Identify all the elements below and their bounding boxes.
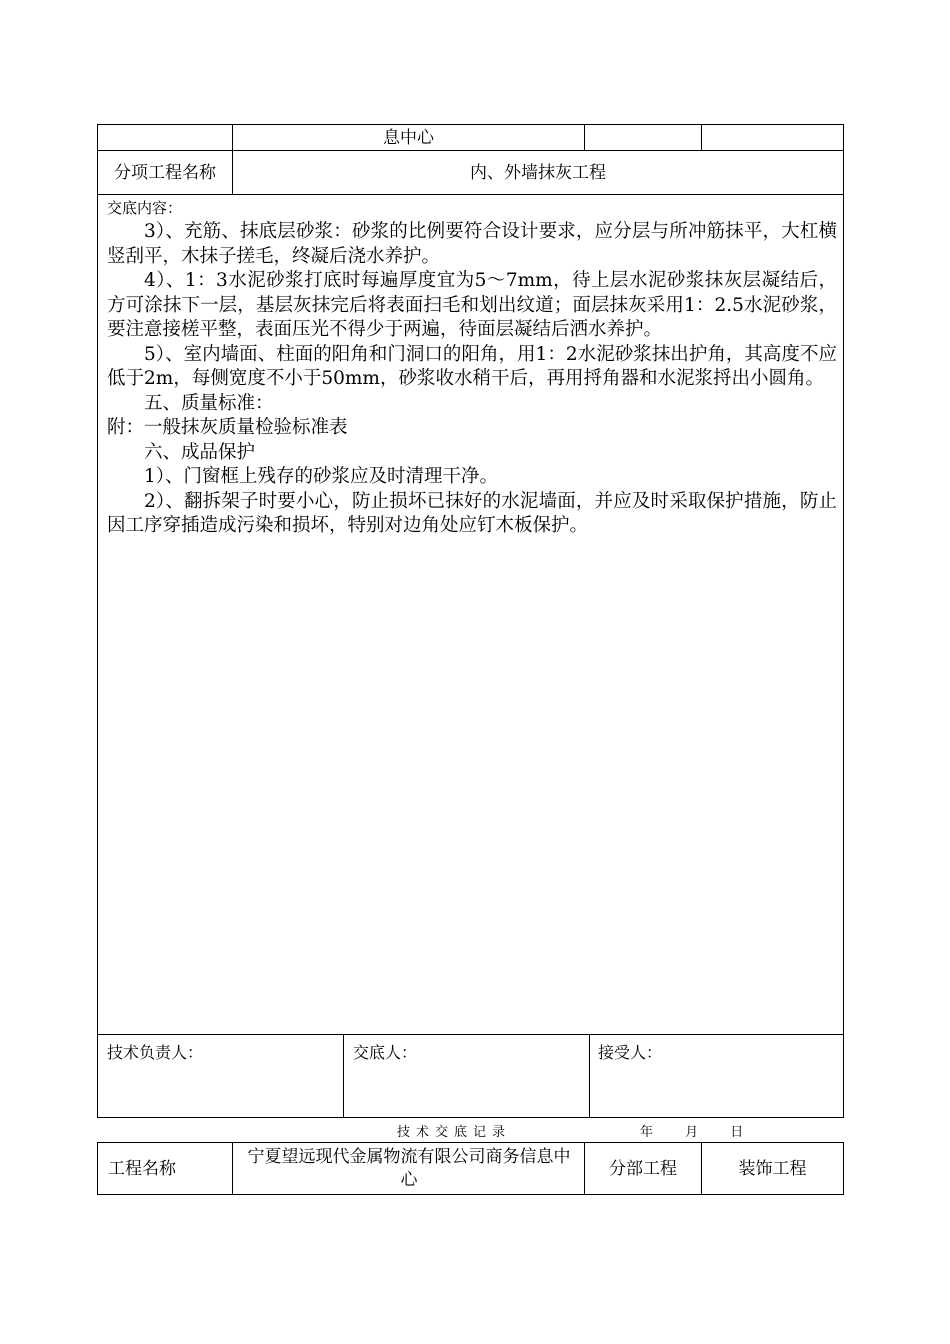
receiver-label: 接受人： xyxy=(598,1043,663,1062)
record-title: 技术交底记录 xyxy=(397,1125,512,1140)
project-name: 宁夏望远现代金属物流有限公司商务信息中心 xyxy=(247,1146,571,1190)
subitem-value: 内、外墙抹灰工程 xyxy=(470,162,606,183)
section-heading: 五、质量标准： xyxy=(144,392,274,414)
disclosure-content xyxy=(107,197,837,539)
content-heading: 交底内容： xyxy=(107,199,183,217)
paragraph: 5）、室内墙面、柱面的阳角和门洞口的阳角，用1：2水泥砂浆抹出护角，其高度不应低于2m，每侧宽度不小于50mm，砂浆收水稍干后，再用捋角器和水泥浆捋出小圆角。 xyxy=(107,343,837,389)
content-bottom-line xyxy=(97,1034,844,1035)
tech-lead-label: 技术负责人： xyxy=(107,1043,204,1062)
attachment-note: 附：一般抹灰质量检验标准表 xyxy=(107,417,348,438)
signature-divider-a xyxy=(343,1034,344,1118)
record-date: 年 月 日 xyxy=(640,1125,758,1140)
row1-divider-b xyxy=(701,124,702,151)
project-label: 工程名称 xyxy=(108,1158,176,1179)
bottom-divider-a xyxy=(232,1142,233,1195)
subdivision-label: 分部工程 xyxy=(609,1158,677,1179)
row2-bottom-line xyxy=(97,194,844,195)
paragraph: 1）、门窗框上残存的砂浆应及时清理干净。 xyxy=(144,466,499,487)
row1-divider-a xyxy=(584,124,585,151)
paragraph: 3）、充筋、抹底层砂浆：砂浆的比例要符合设计要求，应分层与所冲筋抹平，大杠横竖刮平，木抹子搓毛，终凝后浇水养护。 xyxy=(107,221,837,267)
section-heading: 六、成品保护 xyxy=(144,441,256,463)
signature-divider-b xyxy=(589,1034,590,1118)
paragraph: 4）、1：3水泥砂浆打底时每遍厚度宜为5～7mm，待上层水泥砂浆抹灰层凝结后，方可涂抹下一层，基层灰抹完后将表面扫毛和划出纹道；面层抹灰采用1：2.5水泥砂浆，要注意接槎平整，表面压光不得少于两遍，待面层凝结后洒水养护。 xyxy=(107,270,837,340)
subitem-label: 分项工程名称 xyxy=(114,162,216,183)
paragraph: 2）、翻拆架子时要小心，防止损坏已抹好的水泥墙面，并应及时采取保护措施，防止因工序穿插造成污染和损坏，特别对边角处应钉木板保护。 xyxy=(107,490,837,536)
discloser-label: 交底人： xyxy=(353,1043,418,1062)
project-name-tail: 息中心 xyxy=(383,127,434,148)
subdivision-value: 装饰工程 xyxy=(738,1158,807,1179)
